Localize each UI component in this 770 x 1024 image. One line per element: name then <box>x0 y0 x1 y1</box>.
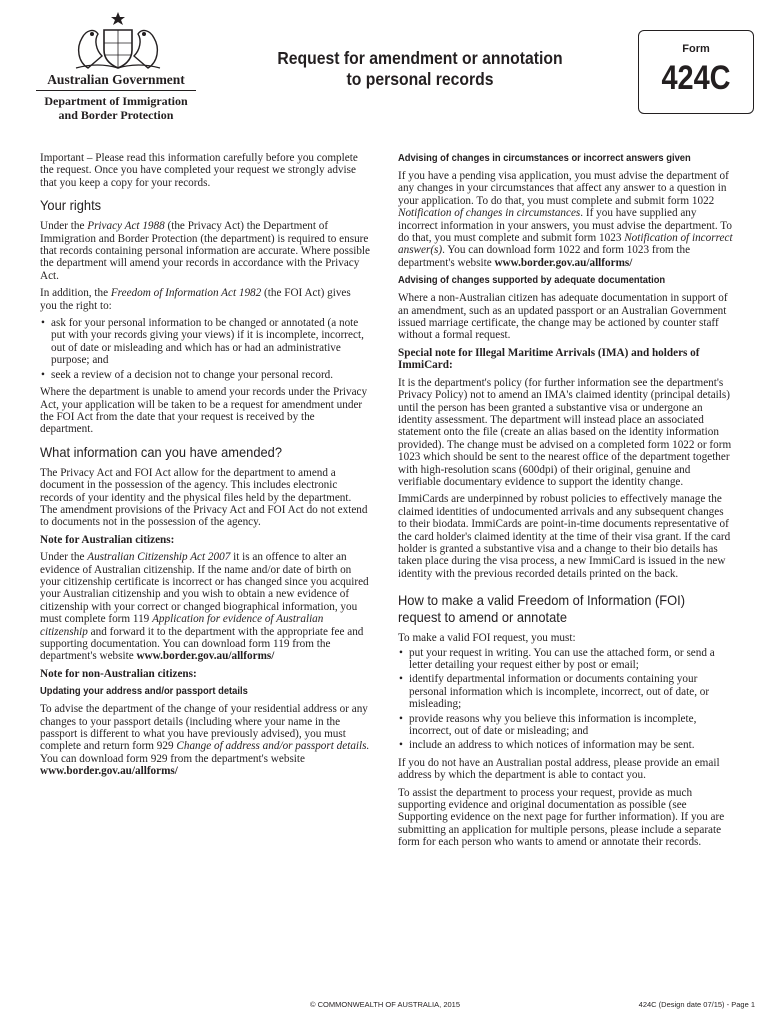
circumstances-heading: Advising of changes in circumstances or incorrect answers given <box>398 153 691 164</box>
ima-paragraph-1: It is the department's policy (for further information see the department's Privacy Policy) not to amend an IMA's claimed identity (principal details) until the person has been granted a substantive visa or undergone an identity assessment. The department will instead place an associated statement onto the file (create an alias based on the identity information provided). The change must be advised on a completed form 1022 or form 1023 which should be sent to the nearest office of the department together with high-resolution scans (600dpi) of their original, genuine and verifiable documentary evidence to support the identity change. <box>398 376 732 488</box>
list-item: • seek a review of a decision not to change your personal record. <box>40 369 370 381</box>
list-item: • identify departmental information or documents containing your personal information which is incomplete, incorrect, out of date, or misleading; <box>398 673 733 710</box>
intro-paragraph: Important – Please read this information carefully before you complete the request. Once you have completed your request we strongly advise that you keep a copy for your records. <box>40 152 358 189</box>
australian-citizens-paragraph: Under the Australian Citizenship Act 2007 it is an offence to alter an evidence of Australian citizenship. If the name and/or date of birth on your citizenship certificate is incorrect or has changed since you acquired your Australian citizenship and you wish to obtain a new evidence of citizenship with your correct or changed biographical information, you must complete form 119 Application for evidence of Australian citizenship and forward it to the department with the appropriate fee and supporting documentation. You can download form 119 from the department's website www.border.gov.au/allforms/ <box>40 551 369 663</box>
form-number-box <box>638 30 754 114</box>
rights-paragraph-2: In addition, the Freedom of Information Act 1982 (the FOI Act) gives you the right to: <box>40 287 351 312</box>
rights-paragraph-3: Where the department is unable to amend your records under the Privacy Act, your application will be taken to be a request for amendment under the FOI Act from the date that your request is received by the department. <box>40 386 368 436</box>
foi-requirements-list <box>398 647 733 752</box>
header-divider <box>36 90 196 91</box>
foi-paragraph-3: To assist the department to process your request, provide as much supporting evidence and original documentation as possible (see Supporting evidence on the next page for further information). If you are submitting an application for multiple persons, please include a separate form for each person who wants to amend or annotate their records. <box>398 786 725 849</box>
allforms-link[interactable]: www.border.gov.au/allforms/ <box>136 650 275 663</box>
your-rights-heading: Your rights <box>40 197 102 214</box>
allforms-link[interactable]: www.border.gov.au/allforms/ <box>494 256 633 269</box>
ima-paragraph-2: ImmiCards are underpinned by robust policies to effectively manage the claimed identities of undocumented arrivals and any subsequent changes to their biodata. ImmiCards are point-in-time documents representative of the card holder's claimed identity at the time of their visa grant. If the card holder is granted a substantive visa and a change to their bio details has taken place during the visa process, a new ImmiCard is issued in the new identity with the previous recorded details printed on the back. <box>398 493 731 580</box>
documentation-heading: Advising of changes supported by adequate documentation <box>398 275 666 287</box>
government-name: Australian Government <box>47 72 185 87</box>
left-column <box>40 152 370 783</box>
rights-paragraph-1: Under the Privacy Act 1988 (the Privacy Act) the Department of Immigration and Border Protection (the department) is required to ensure that records containing personal information are accurate. Where possible the department will amend your records in accordance with the Privacy Act. <box>40 220 371 282</box>
right-column <box>398 152 733 854</box>
form-number: 424C <box>661 59 731 97</box>
allforms-link[interactable]: www.border.gov.au/allforms/ <box>40 765 178 778</box>
department-name: Department of Immigration and Border Protection <box>44 94 188 122</box>
ima-heading: Special note for Illegal Maritime Arrivals (IMA) and holders of ImmiCard: <box>398 346 700 372</box>
circumstances-paragraph: If you have a pending visa application, you must advise the department of any changes in your circumstances that affect any answer to a question in your application. To do that, you must complete and submit form 1022 Notification of changes in circumstances. If you have supplied any incorrect information in your answers, you must advise the department. To do that, you must complete and submit form 1023 Notification of incorrect answer(s). You can download form 1022 and form 1023 from the department's website www.border.gov.au/allforms/ <box>398 170 733 269</box>
coat-of-arms-logo <box>68 10 168 72</box>
note-australian-citizens: Note for Australian citizens: <box>40 533 175 546</box>
note-non-australian-citizens: Note for non-Australian citizens: <box>40 667 197 680</box>
foi-paragraph-2: If you do not have an Australian postal address, please provide an email address by which the department is able to contact you. <box>398 756 720 782</box>
documentation-paragraph: Where a non-Australian citizen has adequate documentation in support of an amendment, such as an updated passport or an Australian Government issued marriage certificate, the change may be actioned by counter staff without a formal request. <box>398 292 728 342</box>
amend-paragraph: The Privacy Act and FOI Act allow for the department to amend a document in the possession of the agency. This includes electronic records of your identity and the physical files held by the department. The amendment provisions of the Privacy Act and FOI Act do not extend to documents not in the possession of the agency. <box>40 466 368 529</box>
list-item: • provide reasons why you believe this information is incomplete, incorrect, out of date or misleading; and <box>398 713 733 738</box>
rights-list <box>40 317 370 381</box>
copyright-notice: © COMMONWEALTH OF AUSTRALIA, 2015 <box>310 1000 460 1009</box>
foi-intro: To make a valid FOI request, you must: <box>398 632 576 645</box>
title-line-1: Request for amendment or annotation <box>277 48 563 68</box>
page-title <box>249 48 591 90</box>
updating-address-paragraph: To advise the department of the change of your residential address or any changes to your passport details (including where your name in the passport is different to what you have previously advised), you must complete and return form 929 Change of address and/or passport details. You can download form 929 from the department's website www.border.gov.au/allforms/ <box>40 703 370 778</box>
list-item: • put your request in writing. You can use the attached form, or send a letter detailing your request either by post or email; <box>398 647 733 672</box>
form-label: Form <box>682 43 710 55</box>
title-line-2: to personal records <box>346 69 494 89</box>
amend-heading: What information can you have amended? <box>40 443 283 460</box>
list-item: • ask for your personal information to be changed or annotated (a note put with your records giving your views) if it is incomplete, incorrect, out of date or misleading and which has or had an administrative purpose; and <box>40 317 370 367</box>
foi-heading: How to make a valid Freedom of Information (FOI) request to amend or annotate <box>398 592 686 626</box>
updating-address-heading: Updating your address and/or passport details <box>40 686 248 698</box>
page-info: 424C (Design date 07/15) - Page 1 <box>638 1000 755 1009</box>
list-item: • include an address to which notices of information may be sent. <box>398 739 733 751</box>
